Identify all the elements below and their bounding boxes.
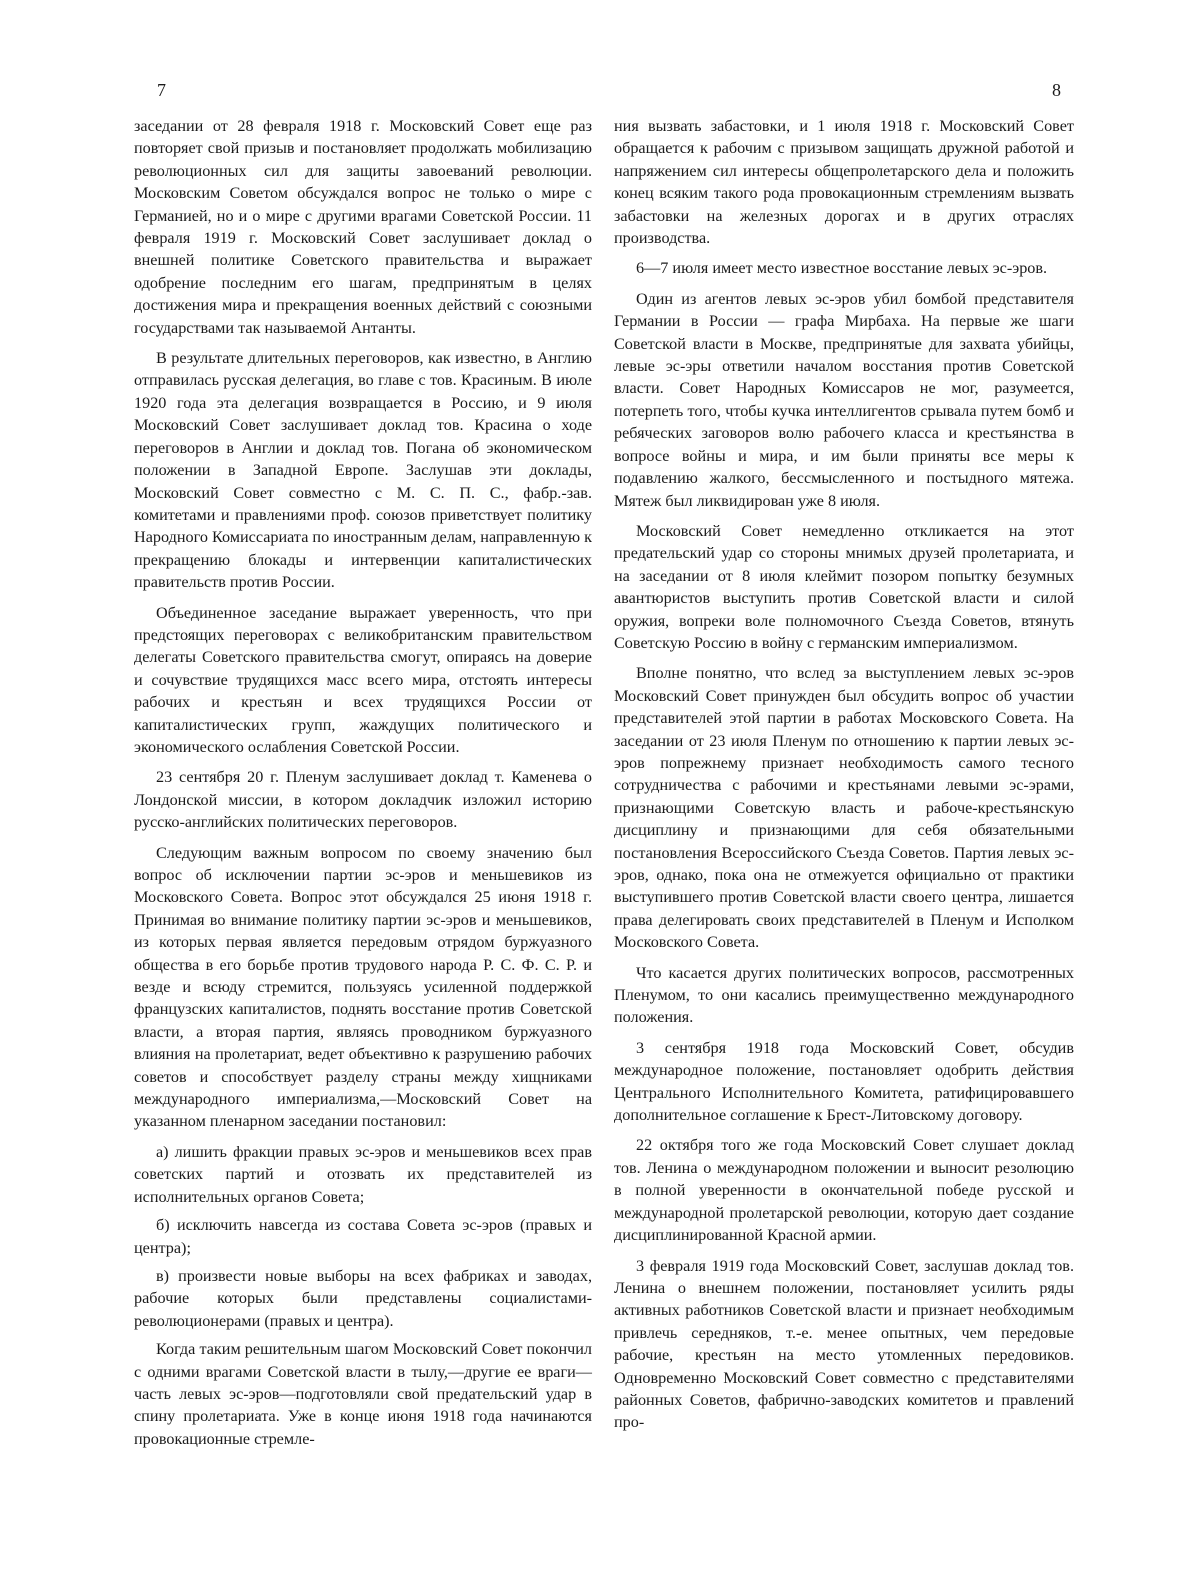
paragraph: В результате длительных переговоров, как известно, в Англию отправилась русская делегация, во главе с тов. Красиным. В июле 1920 года эта делегация возвращается в Россию, и 9 июля Московский Совет заслушивает доклад тов. Красина о ходе переговоров в Англии и доклад тов. Погана об экономическом положении в Западной Европе. Заслушав эти доклады, Московский Совет совместно с М. С. П. С., фабр.-зав. комитетами и правлениями проф. союзов приветствует политику Народного Комиссариата по иностранным делам, направленную к прекращению блокады и интервенции капиталистических правительств против России.: [134, 349, 592, 592]
paragraph: Что касается других политических вопросов, рассмотренных Пленумом, то они касались преимущественно международного положения.: [614, 963, 1074, 1027]
paragraph: 3 сентября 1918 года Московский Совет, обсудив международное положение, постановляет одобрить действия Центрального Исполнительного Комитета, ратифицировавшего дополнительное соглашение к Брест-Литовскому договору.: [614, 1038, 1074, 1125]
paragraph: Один из агентов левых эс-эров убил бомбой представителя Германии в России — графа Мирбаха. На первые же шаги Советской власти в Москве, предпринятые для захвата убийцы, левые эс-эры ответили началом восстания против Советской власти. Совет Народных Комиссаров не мог, разумеется, потерпеть того, чтобы кучка интеллигентов срывала путем бомб и ребяческих заговоров волю рабочего класса и крестьянства в вопросе войны и мира, и им были приняты все меры к подавлению жалкого, бессмысленного и постыдного мятежа. Мятеж был ликвидирован уже 8 июля.: [614, 289, 1074, 510]
list-item: а) лишить фракции правых эс-эров и меньшевиков всех прав советских партий и отозвать их представителей из исполнительных органов Совета;: [134, 1142, 592, 1206]
page-number-left: 7: [157, 80, 166, 100]
list-item: б) исключить навсегда из состава Совета эс-эров (правых и центра);: [134, 1216, 592, 1257]
list-item: в) произвести новые выборы на всех фабриках и заводах, рабочие которых были представлены социалистами-революционерами (правых и центра).: [134, 1266, 592, 1330]
paragraph: Когда таким решительным шагом Московский Совет покончил с одними врагами Советской власти в тылу,—другие ее враги—часть левых эс-эров—подготовляли свой предательский удар в спину пролетариата. Уже в конце июня 1918 года начинаются провокационные стремле-: [134, 1340, 592, 1448]
paragraph: 23 сентября 20 г. Пленум заслушивает доклад т. Каменева о Лондонской миссии, в котором докладчик изложил историю русско-английских политических переговоров.: [134, 768, 592, 832]
paragraph: Вполне понятно, что вслед за выступлением левых эс-эров Московский Совет принужден был обсудить вопрос об участии представителей этой партии в работах Московского Совета. На заседании от 23 июля Пленум по отношению к партии левых эс-эров попрежнему признает необходимость самого тесного сотрудничества с рабочими и крестьянами левыми эс-эрами, признающими Советскую власть и рабоче-крестьянскую дисциплину и признающими для себя обязательными постановления Всероссийского Съезда Советов. Партия левых эс-эров, однако, пока она не отмежуется официально от практики выступившего против Советской власти своего центра, лишается права делегировать своих представителей в Пленум и Исполком Московского Совета.: [614, 664, 1074, 952]
paragraph: 3 февраля 1919 года Московский Совет, заслушав доклад тов. Ленина о внешнем положении, постановляет усилить ряды активных работников Советской власти и признает необходимым привлечь середняков, т.-е. менее опытных, чем передовые рабочие, крестьян на место утомленных передовиков. Одновременно Московский Совет совместно с представителями районных Советов, фабрично-заводских комитетов и правлений про-: [614, 1256, 1074, 1432]
paragraph: 22 октября того же года Московский Совет слушает доклад тов. Ленина о международном положении и выносит резолюцию в полной уверенности в окончательной победе русской и международной пролетарской революции, которую дает создание дисциплинированной Красной армии.: [614, 1136, 1074, 1245]
paragraph: Московский Совет немедленно откликается на этот предательский удар со стороны мнимых друзей пролетариата, и на заседании от 8 июля клеймит позором попытку безумных авантюристов выступить против Советской власти и силой оружия, вопреки воле полномочного Съезда Советов, втянуть Советскую Россию в войну с германским империализмом.: [614, 521, 1074, 652]
paragraph: ния вызвать забастовки, и 1 июля 1918 г. Московский Совет обращается к рабочим с призывом защищать дружной работой и напряжением сил интересы общепролетарского дела и положить конец всяким такого рода провокационным стремлениям вызвать забастовки на железных дорогах и в других отраслях производства.: [614, 117, 1074, 248]
page-number-right: 8: [1052, 80, 1061, 100]
paragraph: заседании от 28 февраля 1918 г. Московский Совет еще раз повторяет свой призыв и постановляет продолжать мобилизацию революционных сил для защиты завоеваний революции. Московским Советом обсуждался вопрос не только о мире с Германией, но и о мире с другими врагами Советской России. 11 февраля 1919 г. Московский Совет заслушивает доклад о внешней политике Советского правительства и выражает одобрение последним его шагам, предпринятым в целях достижения мира и прекращения военных действий с союзными государствами так называемой Антанты.: [134, 117, 592, 337]
paragraph: Объединенное заседание выражает уверенность, что при предстоящих переговорах с великобританским правительством делегаты Советского правительства смогут, опираясь на доверие и сочувствие трудящихся масс всего мира, отстоять интересы рабочих и крестьян и всех трудящихся России от капиталистических групп, жаждущих политического и экономического ослабления Советской России.: [134, 603, 592, 756]
paragraph: 6—7 июля имеет место известное восстание левых эс-эров.: [636, 259, 1048, 278]
right-column: [614, 115, 1074, 1442]
paragraph: Следующим важным вопросом по своему значению был вопрос об исключении партии эс-эров и меньшевиков из Московского Совета. Вопрос этот обсуждался 25 июня 1918 г. Принимая во внимание политику партии эс-эров и меньшевиков, из которых первая является передовым отрядом буржуазного общества в его борьбе против трудового народа Р. С. Ф. С. Р. и везде и всюду стремится, пользуясь усиленной поддержкой французских капиталистов, поднять восстание против Советской власти, а вторая партия, являясь проводником буржуазного влияния на пролетариат, ведет объективно к разрушению рабочих советов и способствует разделу страны между хищниками международного империализма,—Московский Совет на указанном пленарном заседании постановил:: [134, 843, 592, 1131]
left-column: [134, 115, 592, 1458]
